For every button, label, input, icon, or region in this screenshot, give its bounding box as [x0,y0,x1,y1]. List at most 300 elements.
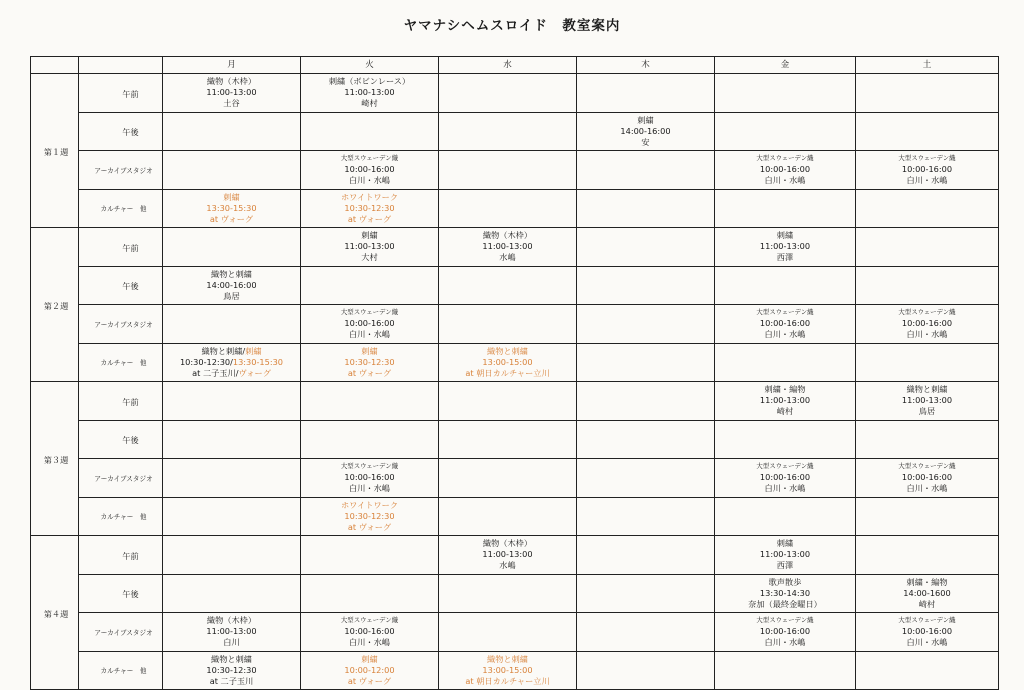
class-line [180,357,283,368]
class-line: 13:30-14:30 [759,587,811,598]
class-entry [163,190,300,228]
class-cell [856,613,999,652]
class-cell [715,613,856,652]
class-cell [856,74,999,113]
class-line: 安 [641,136,650,147]
class-line: at ヴォーグ [347,367,392,378]
class-cell [163,343,301,382]
class-entry [577,613,714,651]
class-cell [163,112,301,151]
class-line: 織物（木枠） [206,615,257,625]
class-entry [439,536,576,574]
class-cell [715,228,856,267]
class-line: 水嶋 [499,560,516,570]
class-entry [163,652,300,690]
class-cell [439,189,577,228]
class-line: 奈加（最終金曜日） [748,598,822,609]
class-entry [439,382,576,420]
class-cell [577,382,715,421]
class-line: 10:00-16:00 [344,318,395,328]
class-line: 11:00-13:00 [901,395,953,405]
class-cell [163,305,301,344]
class-cell [163,420,301,459]
class-cell [301,382,439,421]
class-line: 白川・水嶋 [906,329,948,339]
class-cell [577,228,715,267]
class-cell [301,497,439,536]
class-cell [439,382,577,421]
class-entry [163,536,300,574]
class-entry [715,498,855,536]
class-line: at ヴォーグ [347,521,392,532]
class-cell [439,651,577,690]
class-entry [163,151,300,189]
class-entry [856,613,998,651]
class-cell [856,266,999,305]
class-cell [715,343,856,382]
class-line: 10:00-16:00 [901,626,953,636]
class-cell [577,420,715,459]
class-line: 織物（木枠） [482,230,533,240]
class-cell [856,151,999,190]
class-entry [301,652,438,690]
class-line: 織物と刺繍 [211,653,252,664]
class-line: 織物（木枠） [482,538,533,548]
class-line: 白川・水嶋 [906,175,948,185]
class-cell [856,305,999,344]
class-entry [301,459,438,497]
class-entry [715,113,855,151]
class-line: 10:00-16:00 [759,164,811,174]
class-entry [715,305,855,343]
class-line: 刺繍・編物 [764,384,806,394]
class-line: 10:30-12:30 [206,664,257,675]
class-entry [577,498,714,536]
class-line: 10:30-12:30 [344,356,395,367]
class-cell [301,151,439,190]
class-cell [439,112,577,151]
period-label: 午前 [79,382,163,421]
class-entry [163,305,300,343]
class-entry [715,421,855,459]
class-line: 大型スウェーデン織 [340,154,399,162]
class-cell [856,651,999,690]
schedule-row [31,613,999,652]
class-entry [163,613,300,651]
class-line: 大型スウェーデン織 [756,308,814,316]
class-cell [301,266,439,305]
class-line: 10:00-16:00 [759,626,811,636]
class-entry [715,267,855,305]
class-entry [439,190,576,228]
class-cell [715,497,856,536]
class-cell [856,228,999,267]
class-entry [577,305,714,343]
class-entry [715,344,855,382]
class-line: 白川・水嶋 [764,637,806,647]
class-entry [577,151,714,189]
class-entry [439,151,576,189]
class-line: 大型スウェーデン織 [898,308,956,316]
class-line: at ヴォーグ [209,213,254,224]
schedule-row [31,382,999,421]
class-cell [577,613,715,652]
schedule-row [31,420,999,459]
class-entry [301,151,438,189]
class-line [201,346,261,357]
class-cell [577,151,715,190]
class-line: 刺繍（ボビンレース） [328,76,411,86]
period-label: アーカイブスタジオ [79,459,163,498]
class-entry [163,459,300,497]
class-line: 13:00-15:00 [482,664,533,675]
class-cell [163,651,301,690]
class-entry [577,74,714,112]
class-cell [163,382,301,421]
class-entry [439,421,576,459]
class-line: 11:00-13:00 [759,549,811,559]
class-line: 白川・水嶋 [349,329,390,339]
class-cell [715,189,856,228]
class-entry [856,459,998,497]
class-cell [577,651,715,690]
class-cell [856,536,999,575]
class-line: at 朝日カルチャー立川 [465,367,550,378]
class-line: 織物と刺繍 [906,384,948,394]
class-entry [577,421,714,459]
class-entry [163,382,300,420]
class-cell [163,574,301,613]
header-row [31,57,999,74]
class-entry [163,344,300,382]
week-label: 第２週 [31,228,79,382]
period-label: 午前 [79,536,163,575]
class-line: 13:00-15:00 [482,356,533,367]
schedule-row [31,574,999,613]
class-cell [577,112,715,151]
class-line: 11:00-13:00 [759,241,811,251]
week-label: 第３週 [31,382,79,536]
class-entry [856,498,998,536]
period-label: アーカイブスタジオ [79,613,163,652]
class-line: 歌声散歩 [768,576,802,587]
class-cell [439,497,577,536]
week-label: 第１週 [31,74,79,228]
class-cell [715,151,856,190]
class-line: 崎村 [918,598,936,609]
class-line: 織物（木枠） [206,76,257,86]
class-line: 白川・水嶋 [349,483,390,493]
class-entry [577,344,714,382]
class-entry [301,421,438,459]
class-line: 大型スウェーデン織 [898,462,956,470]
class-entry [301,575,438,613]
class-line: 14:00-16:00 [206,279,257,290]
class-line: 10:00-16:00 [344,472,395,482]
class-cell [301,189,439,228]
header-corner [79,57,163,74]
class-entry [856,305,998,343]
class-cell [301,536,439,575]
class-cell [439,305,577,344]
class-cell [163,536,301,575]
class-cell [163,74,301,113]
class-entry [301,267,438,305]
class-cell [301,74,439,113]
class-cell [715,382,856,421]
class-line: 10:00-16:00 [759,318,811,328]
class-line: 11:00-13:00 [206,87,257,97]
class-cell [577,189,715,228]
class-cell [856,497,999,536]
period-label: 午後 [79,420,163,459]
class-entry [301,113,438,151]
class-line: 刺繍 [637,114,654,125]
class-entry [577,113,714,151]
class-entry [163,74,300,112]
class-cell [577,536,715,575]
schedule-row [31,343,999,382]
class-line: 11:00-13:00 [206,626,257,636]
class-entry [301,498,438,536]
schedule-row [31,459,999,498]
class-entry [301,536,438,574]
class-cell [856,189,999,228]
class-cell [301,228,439,267]
period-label: カルチャー 他 [79,343,163,382]
class-line: 14:00-16:00 [620,125,671,136]
class-line: 崎村 [776,406,794,416]
class-line: 刺繍 [361,653,378,664]
class-entry [439,498,576,536]
class-entry [715,74,855,112]
class-entry [301,190,438,228]
class-line: 白川 [223,637,240,647]
schedule-row [31,497,999,536]
class-cell [301,305,439,344]
period-label: アーカイブスタジオ [79,305,163,344]
period-label: 午前 [79,228,163,267]
class-line: 10:00-16:00 [901,472,953,482]
class-entry [577,459,714,497]
class-cell [301,420,439,459]
class-entry [856,382,998,420]
class-entry [301,613,438,651]
class-cell [715,112,856,151]
period-label: カルチャー 他 [79,497,163,536]
class-cell [577,343,715,382]
class-line: 大型スウェーデン織 [898,616,956,624]
class-cell [715,305,856,344]
class-cell [163,497,301,536]
class-cell [301,651,439,690]
class-cell [301,459,439,498]
class-cell [856,112,999,151]
schedule-row [31,112,999,151]
class-line: 10:30-12:30 [344,510,395,521]
class-cell [715,459,856,498]
schedule-row [31,536,999,575]
class-entry [301,74,438,112]
class-cell [439,74,577,113]
class-line: 白川・水嶋 [906,637,948,647]
class-cell [856,343,999,382]
class-line: 崎村 [361,98,378,108]
class-cell [856,420,999,459]
day-header: 金 [715,57,856,74]
class-cell [577,305,715,344]
class-cell [856,382,999,421]
class-entry [715,575,855,613]
class-cell [163,266,301,305]
class-line [192,368,271,379]
period-label: 午後 [79,112,163,151]
class-entry [715,151,855,189]
class-line: 刺繍・編物 [906,576,948,587]
class-entry [439,613,576,651]
class-line: 大村 [361,252,378,262]
class-line: 14:00-1600 [903,587,951,598]
class-entry [715,652,855,690]
class-entry [439,652,576,690]
day-header: 土 [856,57,999,74]
class-line: 大型スウェーデン織 [898,154,956,162]
class-entry [856,74,998,112]
class-line: 13:30-15:30 [206,202,257,213]
class-entry [577,190,714,228]
class-entry [439,228,576,266]
class-entry [577,536,714,574]
period-label: 午後 [79,574,163,613]
class-schedule-table [30,56,999,690]
class-line-part: 13:30-15:30 [232,356,284,367]
class-line: 刺繍 [361,345,378,356]
class-cell [577,266,715,305]
class-cell [163,613,301,652]
class-line: 11:00-13:00 [482,549,533,559]
class-line: 鳥居 [918,406,936,416]
class-entry [856,113,998,151]
class-entry [856,151,998,189]
class-entry [715,459,855,497]
week-label: 第４週 [31,536,79,690]
class-entry [301,305,438,343]
class-line: 11:00-13:00 [344,87,395,97]
class-line: 大型スウェーデン織 [340,616,399,624]
class-entry [301,382,438,420]
class-line: 織物と刺繍 [487,653,528,664]
class-line: at 二子玉川 [209,675,254,686]
class-entry [715,536,855,574]
class-entry [439,113,576,151]
class-line: 白川・水嶋 [764,175,806,185]
class-entry [577,382,714,420]
class-cell [439,574,577,613]
day-header: 木 [577,57,715,74]
class-line-part: at 二子玉川/ [192,367,239,378]
class-entry [163,498,300,536]
class-line: 11:00-13:00 [344,241,395,251]
class-line: ホワイトワーク [340,191,399,202]
class-cell [577,497,715,536]
class-line: 大型スウェーデン織 [756,462,814,470]
class-cell [715,574,856,613]
class-line: 10:00-16:00 [901,164,953,174]
class-line: 水嶋 [499,252,516,262]
class-cell [439,343,577,382]
class-cell [301,613,439,652]
class-line: 織物と刺繍 [487,345,528,356]
class-entry [439,267,576,305]
class-cell [163,459,301,498]
class-entry [301,344,438,382]
class-entry [856,344,998,382]
class-line-part: 刺繍 [245,345,262,356]
schedule-row [31,305,999,344]
class-line-part: ヴォーグ [238,367,271,378]
class-line: 白川・水嶋 [764,483,806,493]
class-line: 10:00-16:00 [759,472,811,482]
period-label: 午後 [79,266,163,305]
class-cell [856,459,999,498]
class-line: 鳥居 [223,290,240,301]
class-line: 白川・水嶋 [349,175,390,185]
class-entry [856,421,998,459]
class-cell [577,459,715,498]
period-label: 午前 [79,74,163,113]
class-line: 白川・水嶋 [764,329,806,339]
class-line: 織物と刺繍 [211,268,252,279]
class-entry [856,652,998,690]
class-entry [856,536,998,574]
class-entry [856,267,998,305]
class-entry [577,575,714,613]
day-header: 月 [163,57,301,74]
class-cell [439,151,577,190]
class-line: 10:00-16:00 [344,164,395,174]
header-corner [31,57,79,74]
class-cell [439,459,577,498]
class-entry [163,113,300,151]
class-line: 刺繍 [361,230,378,240]
class-line: 白川・水嶋 [906,483,948,493]
class-entry [577,652,714,690]
class-cell [577,574,715,613]
period-label: カルチャー 他 [79,651,163,690]
page-title: ヤマナシヘムスロイド 教室案内 [403,18,621,34]
class-line: 10:00-16:00 [344,626,395,636]
class-entry [301,228,438,266]
class-line: at ヴォーグ [347,213,392,224]
day-header: 水 [439,57,577,74]
class-entry [439,74,576,112]
class-cell [577,74,715,113]
class-entry [856,190,998,228]
class-entry [856,575,998,613]
class-line: 大型スウェーデン織 [756,154,814,162]
class-cell [715,420,856,459]
class-entry [577,228,714,266]
period-label: アーカイブスタジオ [79,151,163,190]
class-line: at ヴォーグ [347,675,392,686]
class-cell [715,266,856,305]
class-entry [856,228,998,266]
class-cell [439,536,577,575]
class-line: 10:00-12:00 [344,664,395,675]
class-entry [163,575,300,613]
class-cell [163,151,301,190]
class-cell [715,74,856,113]
